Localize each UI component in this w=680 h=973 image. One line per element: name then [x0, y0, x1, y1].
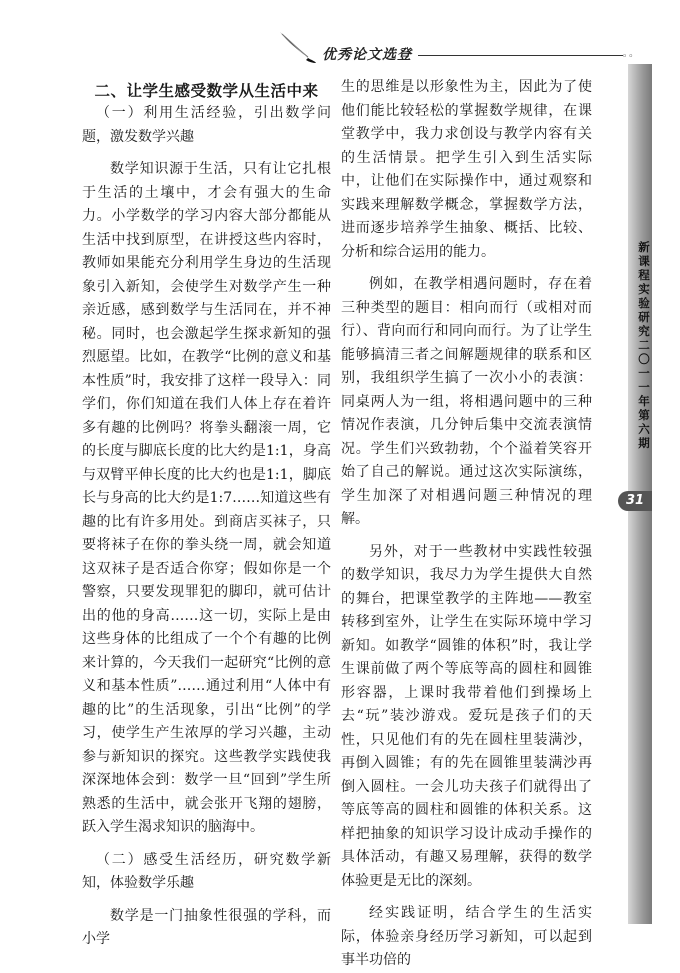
paragraph: 生的思维是以形象性为主，因此为了使他们能比较轻松的掌握数学规律，在课堂教学中，我力求创设与教学内容有关的生活情景。把学生引入到生活实际中，让他们在实际操作中，通过观察和实践来理解数学概念，掌握数学方法，进而逐步培养学生抽象、概括、比较、分析和综合运用的能力。 — [341, 79, 592, 260]
paragraph: 另外，对于一些教材中实践性较强的数学知识，我尽力为学生提供大自然的舞台，把课堂教学的主阵地——教室转移到室外，让学生在实际环境中学习新知。如教学“圆锥的体积”时，我让学生课前做了两个等底等高的圆柱和圆锥形容器，上课时我带着他们到操场上去“玩”装沙游戏。爱玩是孩子们的天性，只见他们有的先在圆柱里装满沙，再倒入圆锥；有的先在圆锥里装满沙再倒入圆柱。一会儿功夫孩子们就得出了等底等高的圆柱和圆锥的体积关系。这样把抽象的知识学习设计成动手操作的具体活动，有趣又易理解，获得的数学体验更是无比的深刻。 — [341, 543, 592, 889]
subhead-1: （一）利用生活经验，引出数学问题，激发数学兴趣 — [82, 105, 331, 145]
paragraph: 数学是一门抽象性很强的学科，而小学 — [82, 907, 331, 947]
header-rule — [418, 55, 623, 56]
header-rule-dots: ◦◦ — [622, 52, 635, 62]
section-title: 二、让学生感受数学从生活中来 — [94, 82, 319, 100]
right-column — [341, 76, 592, 973]
paragraph: 经实践证明，结合学生的生活实际，体验亲身经历学习新知，可以起到事半功倍的 — [341, 905, 592, 968]
page-header — [0, 0, 680, 70]
journal-side-text: 新课程实验研究 二〇一一年 第六期 — [638, 240, 650, 450]
paragraph: 例如，在教学相遇问题时，存在着三种类型的题目：相向而行（或相对而行）、背向而行和同向而行。为了让学生能够搞清三者之间解题规律的联系和区别，我组织学生搞了一次小小的表演：同桌两人为一组，将相遇问题中的三种情况作表演，几分钟后集中交流表演情况。学生们兴致勃勃，个个溢着笑容开始了自己的解说。通过这次实际演练，学生加深了对相遇问题三种情况的理解。 — [341, 276, 592, 527]
paragraph: 数学知识源于生活，只有让它扎根于生活的土壤中，才会有强大的生命力。小学数学的学习内容大部分都能从生活中找到原型，在讲授这些内容时，教师如果能充分利用学生身边的生活现象引入新知，会使学生对数学产生一种亲近感，感到数学与生活同在，并不神秘。同时，也会激起学生探求新知的强烈愿望。比如，在教学“比例的意义和基本性质”时，我安排了这样一段导入：同学们，你们知道在我们人体上存在着许多有趣的比例吗？将拳头翻滚一周，它的长度与脚底长度的比大约是1:1，身高与双臂平伸长度的比大约也是1:1，脚底长与身高的比大约是1:7……知道这些有趣的比有许多用处。到商店买袜子，只要将袜子在你的拳头绕一周，就会知道这双袜子是否适合你穿；假如你是一个警察，只要发现罪犯的脚印，就可估计出的他的身高……这一切，实际上是由这些身体的比组成了一个个有趣的比例来计算的，今天我们一起研究“比例的意义和基本性质”……通过利用“人体中有趣的比”的生活现象，引出“比例”的学习，使学生产生浓厚的学习兴趣，主动参与新知识的探究。这些教学实践使我深深地体会到：数学一旦“回到”学生所熟悉的生活中，就会张开飞翔的翅膀，跃入学生渴求知识的脑海中。 — [82, 161, 331, 835]
subhead-2: （二）感受生活经历，研究数学新知，体验数学乐趣 — [82, 851, 331, 891]
page-number-badge: 31 — [618, 491, 652, 511]
left-column — [82, 80, 331, 952]
header-title: 优秀论文选登 — [322, 47, 412, 63]
brush-pen-icon — [278, 30, 318, 64]
